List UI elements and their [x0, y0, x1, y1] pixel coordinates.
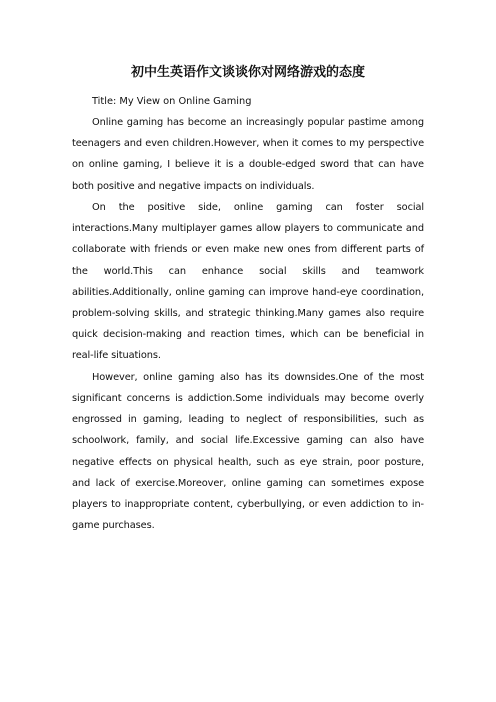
paragraph-negative: However, online gaming also has its downsides.One of the most significant concerns is addiction.Some individuals may become overly engrossed in gaming, leading to neglect of responsibilities, such as schoolwork, family, and social life.Excessive gaming can also have negative effects on physical health, such as eye strain, poor posture, and lack of exercise.Moreover, online gaming can sometimes expose players to inappropriate content, cyberbullying, or even addiction to in-game purchases. [72, 371, 424, 532]
document-body [72, 92, 424, 536]
document-heading: 初中生英语作文谈谈你对网络游戏的态度 [130, 65, 365, 80]
paragraph-intro: Online gaming has become an increasingly popular pastime among teenagers and even children.However, when it comes to my perspective on online gaming, I believe it is a double-edged sword that can have both positive and negative impacts on individuals. [72, 117, 424, 192]
paragraph-positive: On the positive side, online gaming can foster social interactions.Many multiplayer games allow players to communicate and collaborate with friends or even make new ones from different parts of the world.This can enhance social skills and teamwork abilities.Additionally, online gaming can improve hand-eye coordination, problem-solving skills, and strategic thinking.Many games also require quick decision-making and reaction times, which can be beneficial in real-life situations. [72, 202, 424, 362]
essay-title: Title: My View on Online Gaming [92, 96, 252, 107]
